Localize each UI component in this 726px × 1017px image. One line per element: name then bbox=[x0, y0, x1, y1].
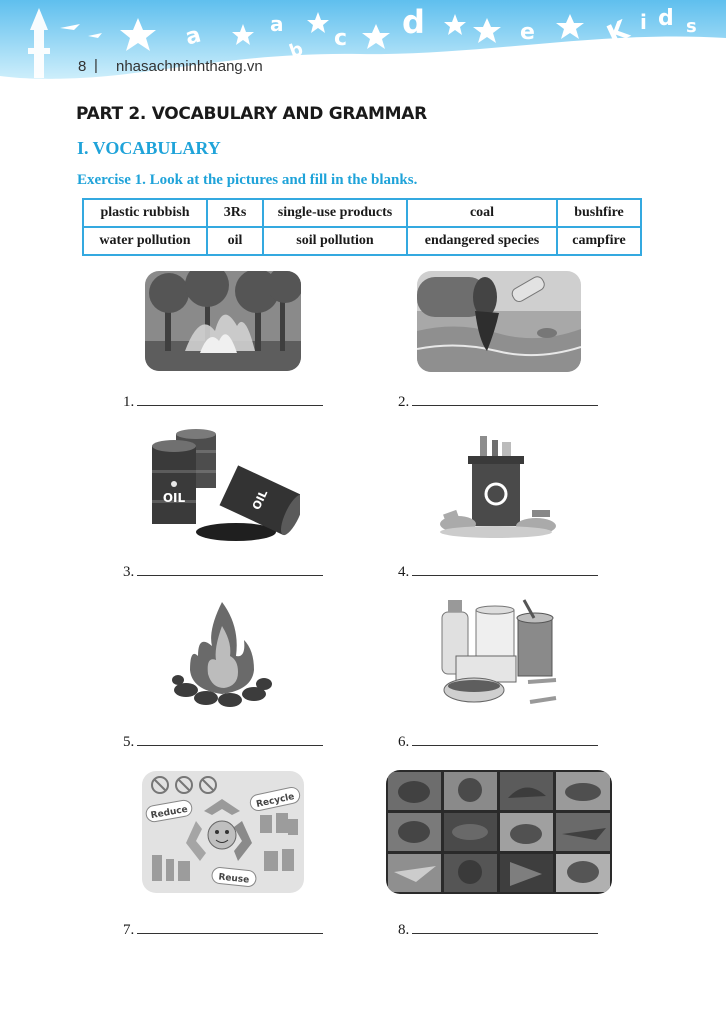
answer-blank[interactable] bbox=[123, 391, 323, 411]
banner-letter: d bbox=[658, 6, 674, 31]
bushfire-picture bbox=[145, 271, 301, 371]
banner-letter: e bbox=[520, 20, 535, 45]
single-use-products-picture bbox=[438, 598, 560, 714]
word-cell: plastic rubbish bbox=[83, 199, 207, 227]
word-cell: oil bbox=[207, 227, 263, 255]
banner-letter: a bbox=[182, 22, 204, 51]
question-number: 1. bbox=[123, 394, 135, 410]
recycle-label: Recycle bbox=[255, 792, 296, 810]
part-title: PART 2. VOCABULARY AND GRAMMAR bbox=[76, 104, 427, 124]
answer-blank[interactable] bbox=[398, 919, 598, 939]
answer-line[interactable] bbox=[412, 391, 598, 406]
answer-blank[interactable] bbox=[123, 561, 323, 581]
word-cell: single-use products bbox=[263, 199, 407, 227]
word-cell: endangered species bbox=[407, 227, 557, 255]
water-pollution-picture bbox=[417, 271, 581, 372]
answer-line[interactable] bbox=[137, 731, 323, 746]
word-cell: 3Rs bbox=[207, 199, 263, 227]
banner-letter: b bbox=[286, 38, 306, 63]
answer-blank[interactable] bbox=[398, 391, 598, 411]
oil-label: OIL bbox=[162, 491, 186, 505]
plastic-rubbish-picture bbox=[436, 432, 560, 540]
question-number: 6. bbox=[398, 734, 410, 750]
page-number: 8 bbox=[78, 58, 87, 75]
endangered-species-picture bbox=[386, 770, 612, 894]
banner-letter: K bbox=[602, 15, 634, 51]
answer-line[interactable] bbox=[137, 561, 323, 576]
question-number: 5. bbox=[123, 734, 135, 750]
banner-letter: c bbox=[334, 26, 348, 51]
oil-barrels-picture bbox=[146, 428, 300, 544]
banner-letter: s bbox=[686, 16, 697, 37]
answer-line[interactable] bbox=[412, 731, 598, 746]
question-number: 7. bbox=[123, 922, 135, 938]
reuse-label: Reuse bbox=[217, 872, 250, 886]
answer-line[interactable] bbox=[137, 391, 323, 406]
table-row bbox=[83, 227, 641, 255]
word-cell: water pollution bbox=[83, 227, 207, 255]
answer-blank[interactable] bbox=[123, 731, 323, 751]
answer-line[interactable] bbox=[412, 561, 598, 576]
word-cell: coal bbox=[407, 199, 557, 227]
answer-line[interactable] bbox=[412, 919, 598, 934]
banner-letter: d bbox=[402, 3, 425, 41]
oil-label: OIL bbox=[249, 487, 271, 512]
campfire-picture bbox=[172, 600, 272, 710]
question-number: 8. bbox=[398, 922, 410, 938]
answer-blank[interactable] bbox=[398, 561, 598, 581]
answer-blank[interactable] bbox=[398, 731, 598, 751]
question-number: 3. bbox=[123, 564, 135, 580]
question-number: 2. bbox=[398, 394, 410, 410]
exercise-title: Exercise 1. Look at the pictures and fill in the blanks. bbox=[77, 172, 418, 188]
word-cell: bushfire bbox=[557, 199, 641, 227]
banner-letter: i bbox=[640, 10, 647, 34]
page-separator: | bbox=[94, 57, 98, 74]
website-url: nhasachminhthang.vn bbox=[116, 58, 263, 75]
3rs-picture bbox=[142, 771, 304, 893]
answer-blank[interactable] bbox=[123, 919, 323, 939]
question-number: 4. bbox=[398, 564, 410, 580]
word-cell: soil pollution bbox=[263, 227, 407, 255]
page-header bbox=[0, 0, 726, 100]
reduce-label: Reduce bbox=[150, 804, 189, 822]
banner-letter: a bbox=[270, 12, 284, 36]
section-title: I. VOCABULARY bbox=[77, 138, 221, 158]
word-cell: campfire bbox=[557, 227, 641, 255]
table-row bbox=[83, 199, 641, 227]
word-box-table bbox=[82, 198, 642, 256]
answer-line[interactable] bbox=[137, 919, 323, 934]
